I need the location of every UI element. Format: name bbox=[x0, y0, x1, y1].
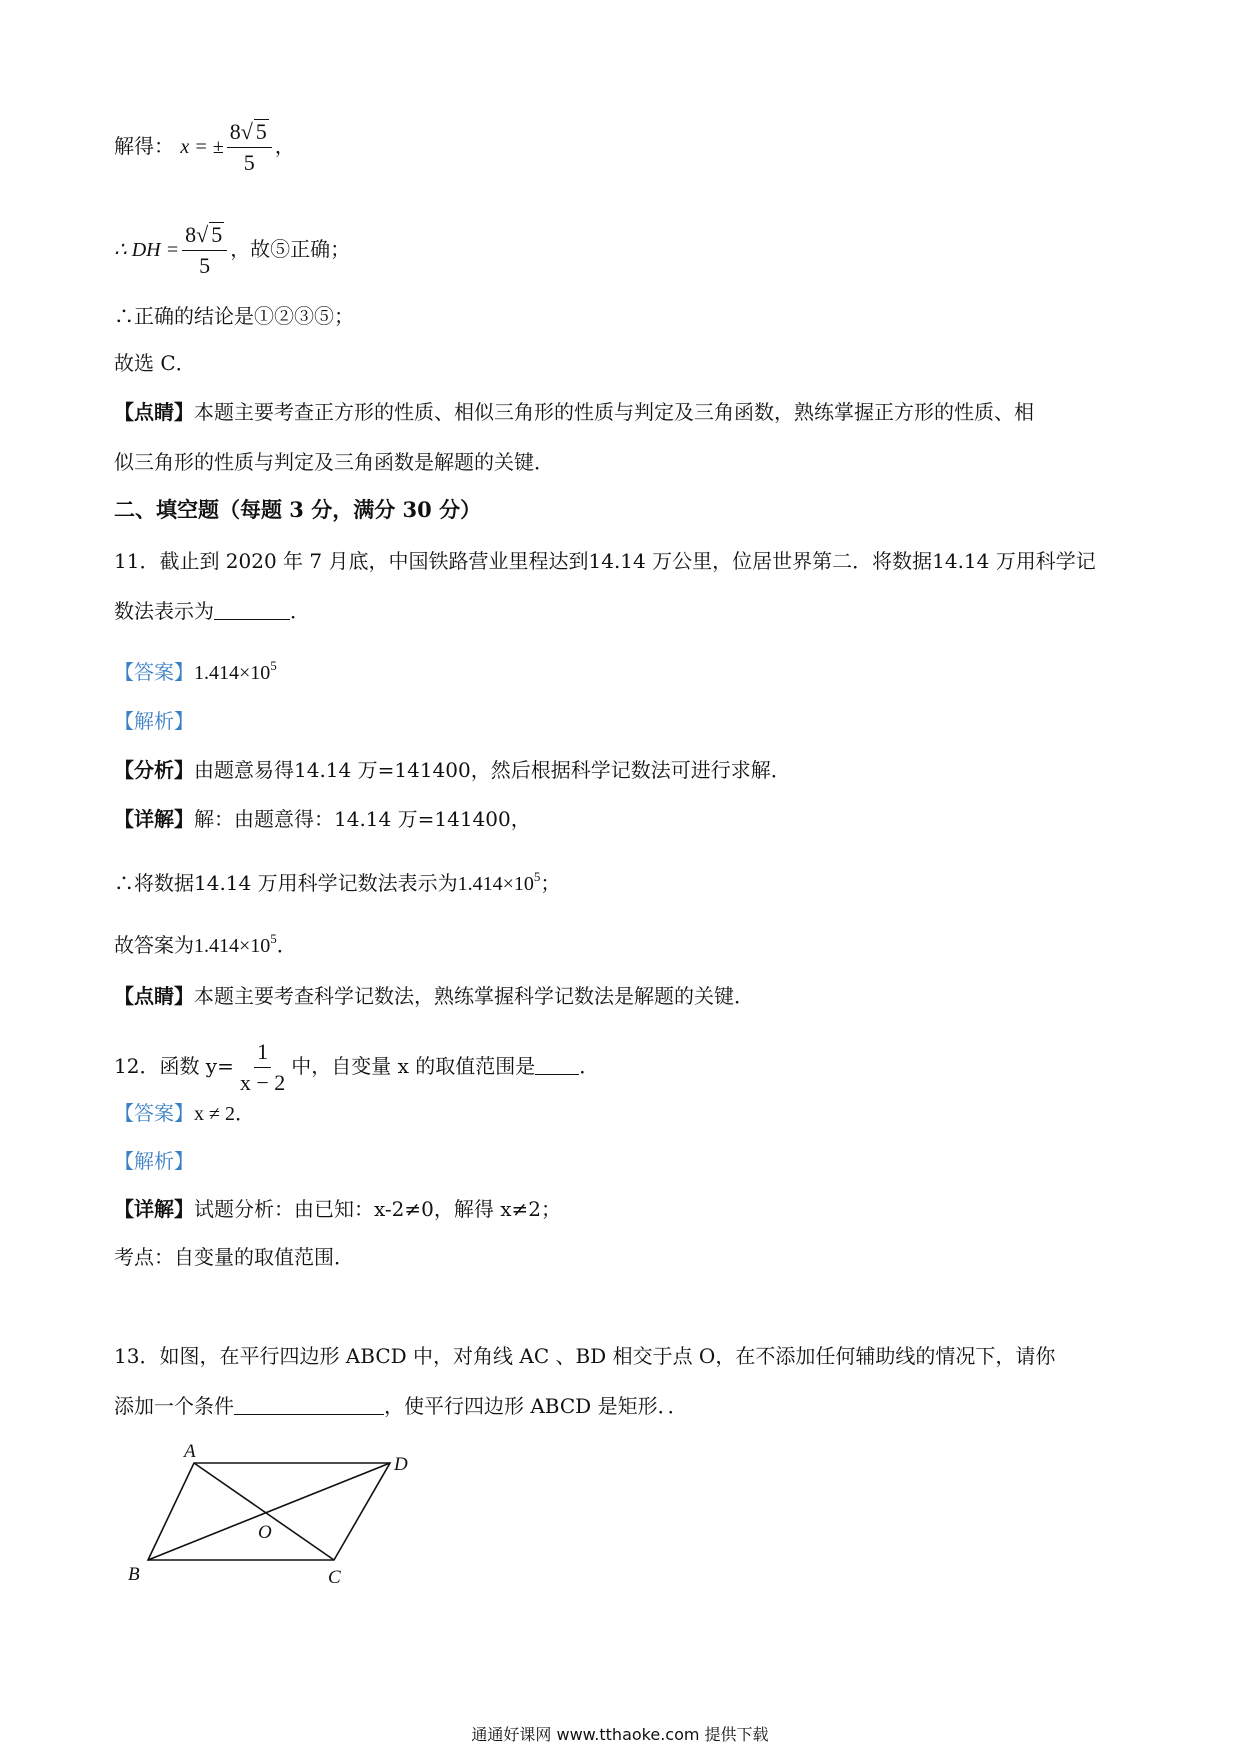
q12-detail: 【详解】试题分析：由已知：x-2≠0，解得 x≠2； bbox=[114, 1197, 562, 1221]
page-footer: 通通好课网 www.tthaoke.com 提供下载 bbox=[471, 1725, 769, 1744]
q12-question: 12．函数 y= $\frac{1}{x - 2}$ 中，自变量 x 的取值范围是 ． bbox=[114, 1037, 599, 1098]
diagonal-bd bbox=[148, 1463, 390, 1560]
q11-fenxi: 【分析】由题意易得14.14 万=141400，然后根据科学记数法可进行求解． bbox=[114, 758, 791, 782]
parallelogram-figure bbox=[120, 1440, 440, 1590]
q11-analysis-tag: 【解析】 bbox=[114, 709, 194, 733]
q12-kaodian: 考点：自变量的取值范围． bbox=[114, 1245, 354, 1269]
q12-fraction: $\frac{1}{x - 2}$ bbox=[239, 1039, 286, 1095]
correct-conclusion: ∴正确的结论是①②③⑤； bbox=[114, 304, 354, 328]
q11-line2: 数法表示为 ． bbox=[114, 599, 310, 623]
answer-blank bbox=[214, 599, 290, 620]
answer-tag: 【答案】 bbox=[114, 660, 194, 684]
answer-blank bbox=[535, 1054, 579, 1075]
q13-line2: 添加一个条件 ，使平行四边形 ABCD 是矩形．． bbox=[114, 1394, 688, 1418]
note-tag: 【点睛】 bbox=[114, 400, 194, 424]
note1-line2: 似三角形的性质与判定及三角函数是解题的关键． bbox=[114, 450, 554, 474]
answer-blank bbox=[234, 1394, 384, 1415]
solve-line: 解得： x = ± $\frac{8√ 5}{5}$ ， bbox=[114, 117, 295, 178]
solve-label: 解得： bbox=[114, 134, 174, 158]
q11-detail: 【详解】解：由题意得：14.14 万=141400， bbox=[114, 807, 531, 831]
q12-analysis-tag: 【解析】 bbox=[114, 1149, 194, 1173]
note1-line1: 【点睛】本题主要考查正方形的性质、相似三角形的性质与判定及三角函数，熟练掌握正方形的性质、相 bbox=[114, 400, 1034, 424]
fraction-8sqrt5-over-5: $\frac{8√ 5}{5}$ bbox=[227, 117, 272, 178]
dh-expr: ∴ DH = bbox=[114, 239, 180, 261]
q12-answer: 【答案】x ≠ 2． bbox=[114, 1101, 255, 1125]
q11-line1: 11．截止到 2020 年 7 月底，中国铁路营业里程达到14.14 万公里，位居世界第二．将数据14.14 万用科学记 bbox=[114, 549, 1096, 573]
center-label-o: O bbox=[258, 1522, 272, 1543]
vertex-label-c: C bbox=[328, 1567, 341, 1588]
section2-heading: 二、填空题（每题 3 分，满分 30 分） bbox=[114, 497, 482, 522]
dh-line: ∴ DH = $\frac{8√ 5}{5}$ ，故⑤正确； bbox=[114, 220, 350, 281]
q11-note: 【点睛】本题主要考查科学记数法，熟练掌握科学记数法是解题的关键． bbox=[114, 984, 754, 1008]
q11-final: 故答案为$1.414\times 10^5$． bbox=[114, 931, 297, 957]
q11-therefore: ∴将数据14.14 万用科学记数法表示为$1.414\times 10^5$； bbox=[114, 869, 561, 895]
solve-expr: x = ± bbox=[180, 136, 224, 158]
q11-answer: 【答案】$1.414\times 10^5$ bbox=[114, 658, 277, 684]
q13-line1: 13．如图，在平行四边形 ABCD 中，对角线 AC 、BD 相交于点 O，在不添加任何辅助线的情况下，请你 bbox=[114, 1344, 1056, 1368]
diagonal-ac bbox=[194, 1463, 334, 1560]
vertex-label-a: A bbox=[184, 1441, 196, 1462]
vertex-label-d: D bbox=[394, 1454, 408, 1475]
choose-c: 故选 C． bbox=[114, 351, 196, 375]
fraction-dh: $\frac{8√ 5}{5}$ bbox=[182, 220, 227, 281]
vertex-label-b: B bbox=[128, 1564, 140, 1585]
